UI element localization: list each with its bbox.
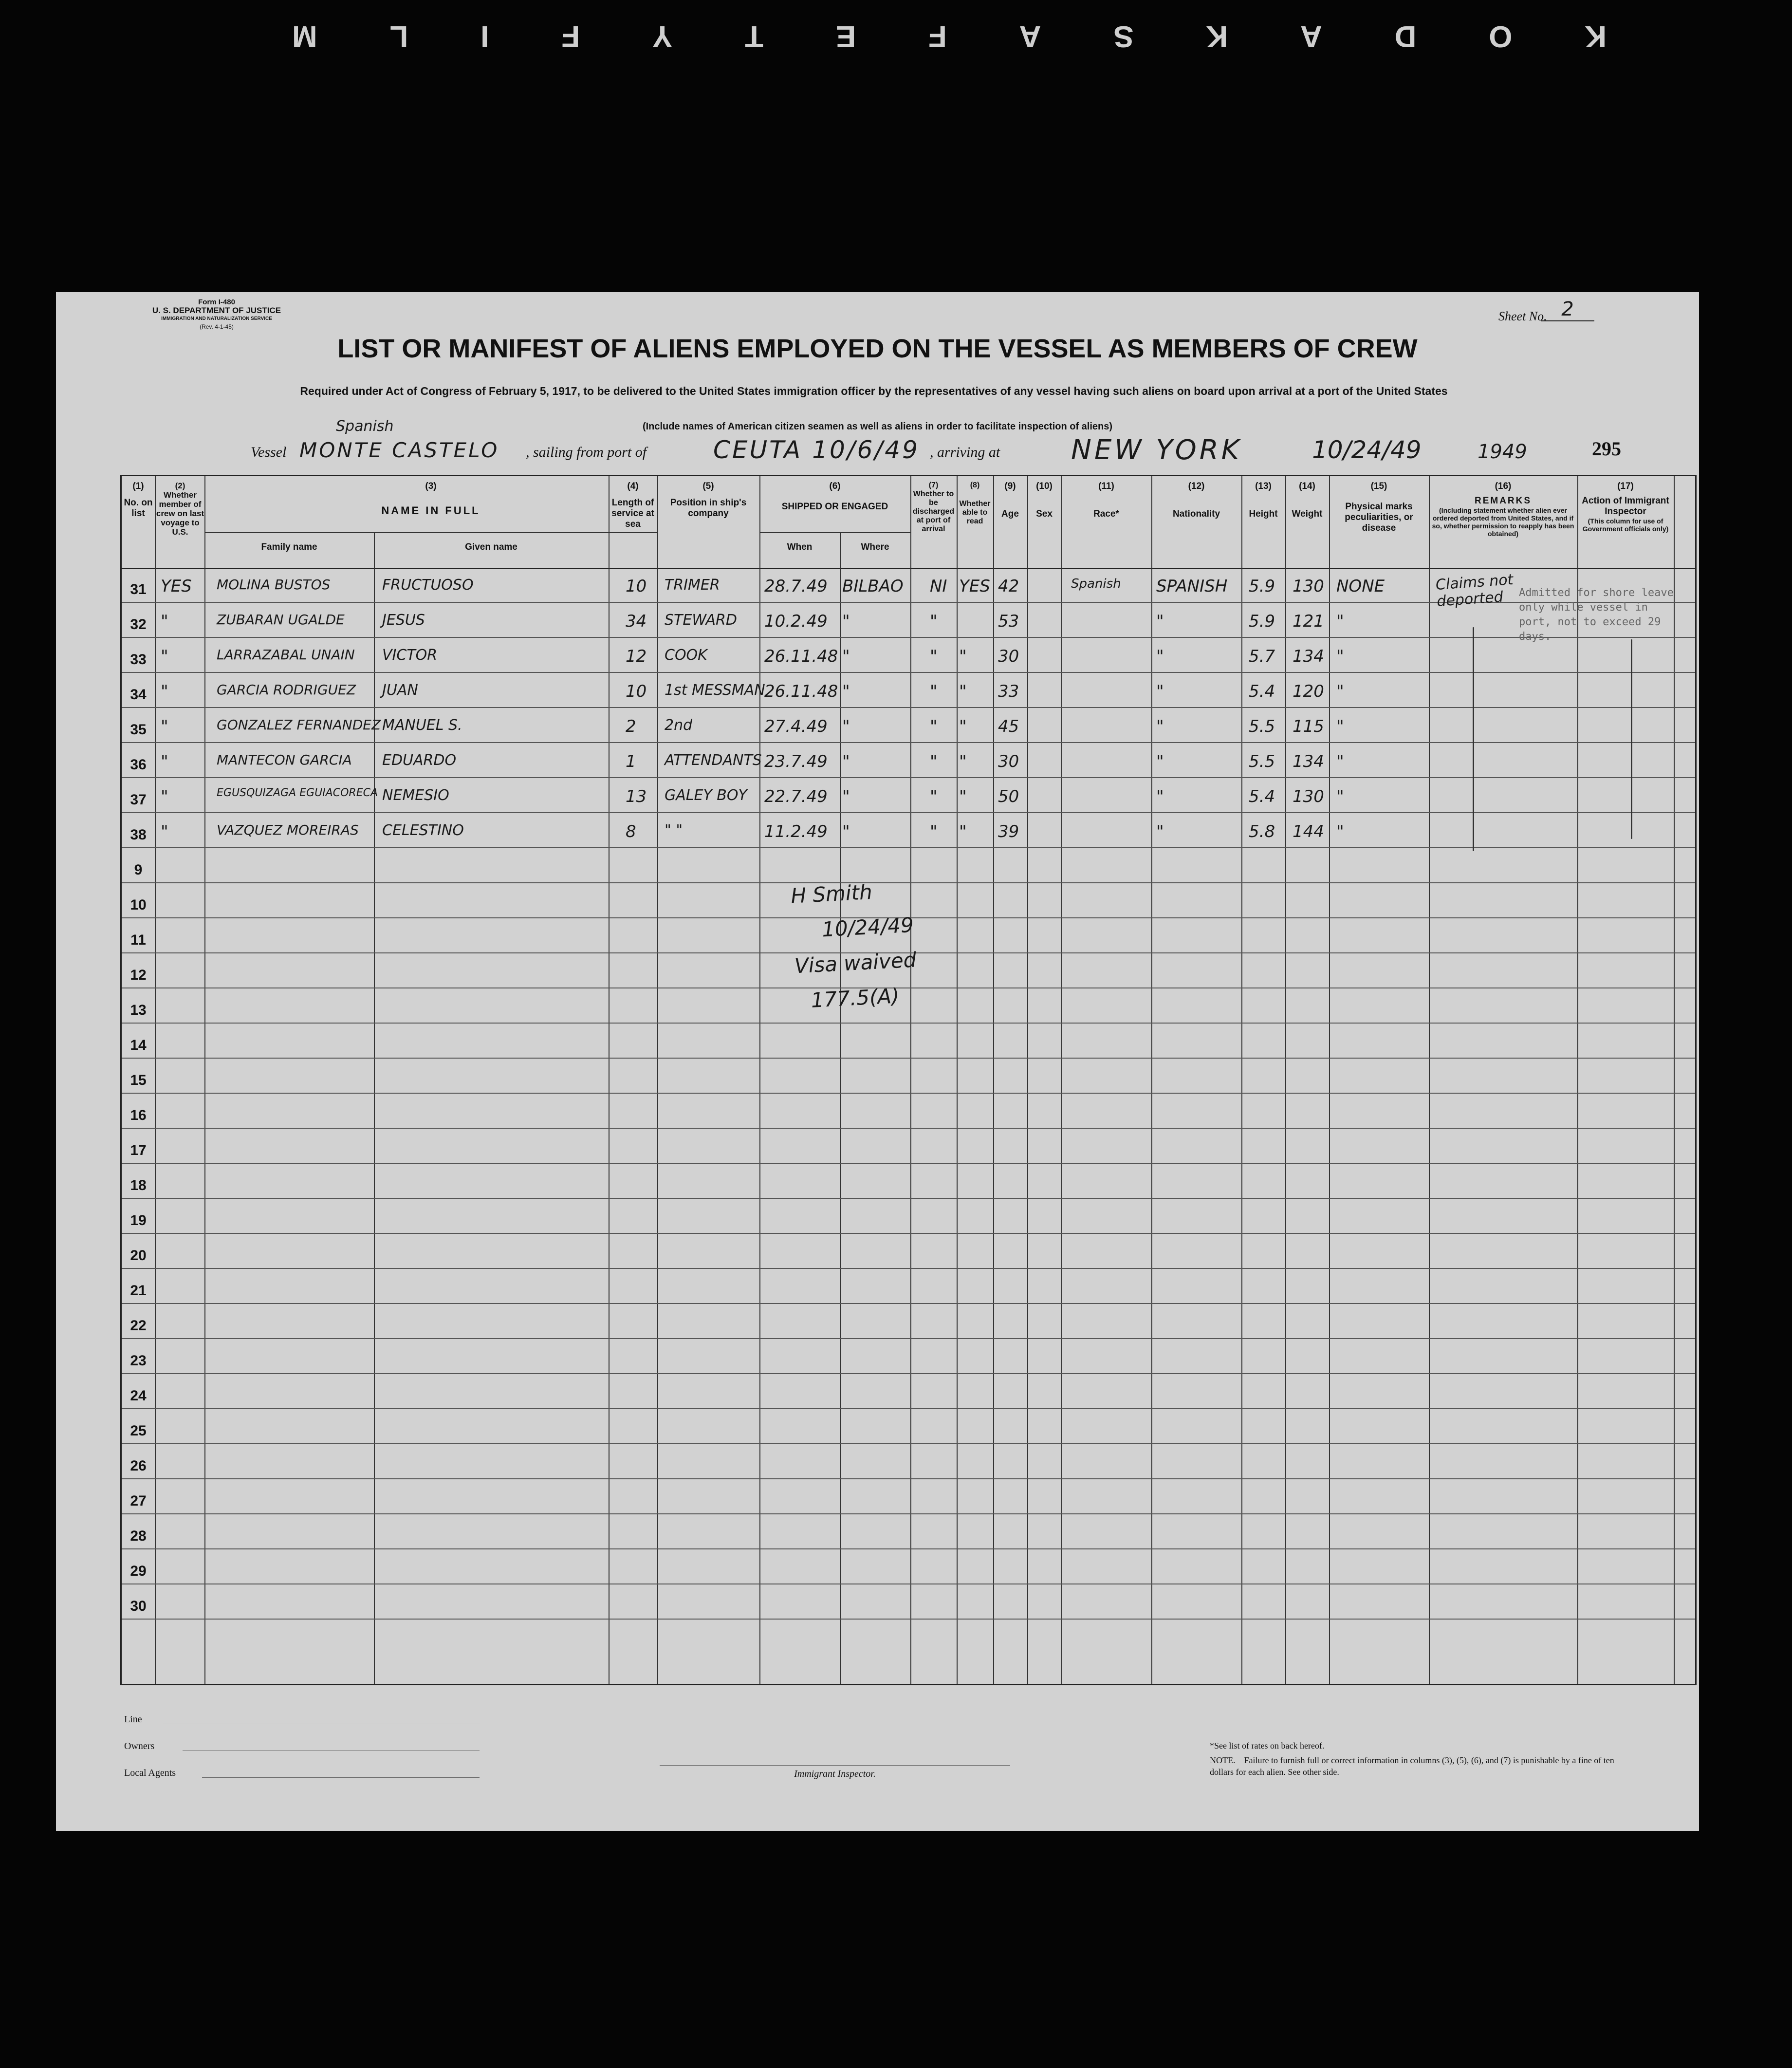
cell-family: MOLINA BUSTOS: [217, 577, 331, 593]
page-subtitle: Required under Act of Congress of February 5, 1917, to be delivered to the United States immigration officer by the representatives of any vessel having such aliens on board upon arrival at a port of the United States: [300, 385, 1448, 397]
table-row: [122, 1444, 1695, 1479]
cell-where: ": [842, 752, 850, 771]
table-row: [122, 1024, 1695, 1059]
cell-given: JESUS: [382, 612, 425, 629]
cell-given: FRUCTUOSO: [382, 577, 474, 594]
film-edge-letter: F: [561, 19, 580, 54]
col-physical-marks-header: (15) Physical marks peculiarities, or disease: [1345, 481, 1413, 533]
table-row: [122, 1199, 1695, 1234]
col-given-name-header: Given name: [465, 542, 517, 552]
form-revision: (Rev. 4-1-45): [200, 323, 234, 330]
cell-weight: 130: [1293, 787, 1324, 806]
col-service-length-header: (4) Length of service at sea: [611, 481, 654, 529]
col-shipped-where-header: Where: [861, 542, 889, 552]
col-sex-header: (10) Sex: [1036, 481, 1053, 519]
film-edge-letter: A: [1300, 19, 1322, 54]
cell-service: 12: [626, 647, 647, 666]
row-number: 22: [130, 1318, 147, 1334]
cell-prev: YES: [161, 577, 192, 596]
cell-when: 11.2.49: [764, 822, 828, 841]
table-row: [122, 1409, 1695, 1444]
row-number: 29: [130, 1563, 147, 1579]
cell-given: VICTOR: [382, 647, 438, 664]
cell-height: 5.5: [1249, 717, 1275, 736]
cell-discharge: ": [930, 717, 938, 736]
cell-position: COOK: [665, 647, 707, 664]
cell-height: 5.9: [1249, 577, 1275, 596]
cell-when: 26.11.48: [764, 682, 838, 701]
cell-given: EDUARDO: [382, 752, 457, 769]
cell-when: 22.7.49: [764, 787, 828, 806]
cell-nationality: ": [1156, 787, 1164, 806]
cell-marks: ": [1336, 612, 1344, 631]
cell-given: MANUEL S.: [382, 717, 462, 734]
cell-service: 13: [626, 787, 647, 806]
col-remarks-header: (16) REMARKS (Including statement whether alien ever ordered deported from United States, and if so, whether permission to reapply has been obtained): [1432, 481, 1574, 538]
inspector-handwritten-note: [790, 873, 919, 1019]
cell-when: 10.2.49: [764, 612, 828, 631]
table-row: [122, 638, 1695, 673]
page-title: LIST OR MANIFEST OF ALIENS EMPLOYED ON THE VESSEL AS MEMBERS OF CREW: [337, 334, 1418, 363]
footer-owners-label: Owners: [124, 1741, 155, 1751]
row-number: 13: [130, 1002, 147, 1018]
cell-position: 1st MESSMAN: [665, 682, 765, 699]
row-number: 38: [130, 827, 147, 843]
cell-marks: ": [1336, 682, 1344, 701]
film-edge-letter: E: [835, 19, 856, 54]
cell-prev: ": [161, 787, 168, 806]
cell-discharge: ": [930, 647, 938, 666]
cell-race: Spanish: [1071, 577, 1121, 591]
cell-height: 5.4: [1249, 682, 1275, 701]
footer-line-label: Line: [124, 1714, 142, 1725]
cell-family: GARCIA RODRIGUEZ: [217, 682, 356, 698]
film-edge-letter: D: [1394, 19, 1417, 54]
row-number: 18: [130, 1177, 147, 1193]
cell-when: 28.7.49: [764, 577, 828, 596]
cell-height: 5.9: [1249, 612, 1275, 631]
cell-marks: ": [1336, 647, 1344, 666]
col-number-header: (1) No. on list: [124, 481, 153, 519]
row-number: 36: [130, 757, 147, 773]
table-row: [122, 708, 1695, 743]
cell-marks: ": [1336, 717, 1344, 736]
col-nationality-header: (12) Nationality: [1172, 481, 1220, 519]
cell-prev: ": [161, 717, 168, 736]
cell-nationality: ": [1156, 717, 1164, 736]
instruction-note: (Include names of American citizen seamen as well as aliens in order to facilitate inspection of aliens): [642, 421, 1113, 432]
cell-given: NEMESIO: [382, 787, 449, 804]
cell-height: 5.5: [1249, 752, 1275, 771]
row-number: 28: [130, 1528, 147, 1544]
film-edge-letter: A: [1019, 19, 1041, 54]
inspector-ditto-bracket: [1631, 639, 1632, 839]
cell-age: 30: [998, 752, 1019, 771]
cell-read: ": [959, 822, 967, 841]
film-edge-letter: F: [928, 19, 947, 54]
cell-family: MANTECON GARCIA: [217, 752, 352, 768]
cell-discharge: ": [930, 787, 938, 806]
cell-nationality: SPANISH: [1156, 577, 1228, 596]
cell-service: 34: [626, 612, 647, 631]
table-row: [122, 1059, 1695, 1094]
film-edge-letter: K: [1206, 19, 1228, 54]
cell-when: 27.4.49: [764, 717, 828, 736]
cell-service: 8: [626, 822, 636, 841]
cell-age: 39: [998, 822, 1019, 841]
vessel-label: Vessel: [251, 444, 287, 460]
row-number: 11: [130, 932, 146, 948]
remarks-shore-leave-stamp: Admitted for shore leave only while vessel in port, not to exceed 29 days.: [1519, 587, 1674, 643]
cell-age: 45: [998, 717, 1019, 736]
cell-family: GONZALEZ FERNANDEZ: [217, 717, 381, 733]
cell-nationality: ": [1156, 822, 1164, 841]
sheet-label: Sheet No.: [1498, 309, 1547, 323]
cell-service: 10: [626, 682, 647, 701]
cell-discharge: ": [930, 612, 938, 631]
row-number: 12: [130, 967, 147, 983]
cell-weight: 120: [1293, 682, 1324, 701]
col-height-header: (13) Height: [1249, 481, 1278, 519]
cell-marks: ": [1336, 822, 1344, 841]
table-row: [122, 1514, 1695, 1549]
cell-weight: 144: [1293, 822, 1324, 841]
col-name-header: (3) NAME IN FULL: [381, 481, 480, 517]
table-row: [122, 1129, 1695, 1164]
vessel-name: MONTE CASTELO: [299, 438, 499, 462]
row-number: 15: [130, 1072, 147, 1088]
cell-height: 5.4: [1249, 787, 1275, 806]
cell-where: ": [842, 822, 850, 841]
cell-position: GALEY BOY: [665, 787, 747, 804]
page-number: 295: [1592, 438, 1621, 460]
row-number: 17: [130, 1142, 147, 1158]
film-edge-text: [292, 10, 1607, 63]
row-number: 10: [130, 897, 147, 913]
col-family-name-header: Family name: [261, 542, 317, 552]
cell-read: ": [959, 682, 967, 701]
cell-prev: ": [161, 752, 168, 771]
table-row: [122, 1339, 1695, 1374]
cell-position: STEWARD: [665, 612, 737, 629]
cell-read: ": [959, 752, 967, 771]
cell-nationality: ": [1156, 682, 1164, 701]
row-number: 27: [130, 1493, 147, 1509]
row-number: 21: [130, 1283, 147, 1299]
film-edge-letter: I: [480, 19, 489, 54]
col-discharge-header: (7) Whether to be discharged at port of arrival: [912, 481, 955, 533]
film-edge-letter: T: [745, 19, 763, 54]
cell-nationality: ": [1156, 752, 1164, 771]
row-number: 20: [130, 1248, 147, 1264]
table-row: [122, 1304, 1695, 1339]
cell-marks: ": [1336, 787, 1344, 806]
cell-age: 53: [998, 612, 1019, 631]
table-row: [122, 1164, 1695, 1199]
table-row: [122, 778, 1695, 813]
arriving-label: , arriving at: [930, 444, 1000, 460]
crew-manifest-table: [120, 475, 1697, 1685]
cell-position: ATTENDANTS: [665, 752, 762, 769]
cell-when: 23.7.49: [764, 752, 828, 771]
cell-weight: 130: [1293, 577, 1324, 596]
row-number: 37: [130, 792, 147, 808]
cell-nationality: ": [1156, 647, 1164, 666]
cell-given: JUAN: [382, 682, 418, 699]
cell-marks: ": [1336, 752, 1344, 771]
cell-age: 42: [998, 577, 1019, 596]
col-position-header: (5) Position in ship's company: [670, 481, 747, 519]
cell-where: ": [842, 787, 850, 806]
cell-age: 50: [998, 787, 1019, 806]
table-row: [122, 1234, 1695, 1269]
table-row: [122, 1549, 1695, 1584]
cell-service: 1: [626, 752, 636, 771]
visa-note: Visa waived: [794, 948, 917, 978]
cell-family: LARRAZABAL UNAIN: [217, 647, 355, 663]
cell-discharge: ": [930, 752, 938, 771]
cell-where: ": [842, 717, 850, 736]
cell-weight: 121: [1293, 612, 1324, 631]
row-number: 26: [130, 1458, 147, 1474]
col-age-header: (9) Age: [1001, 481, 1019, 519]
remarks-handwritten-note: Claims not deported: [1435, 571, 1514, 610]
cell-service: 10: [626, 577, 647, 596]
cell-service: 2: [626, 717, 636, 736]
cell-weight: 134: [1293, 752, 1324, 771]
inspector-date: 10/24/49: [821, 913, 914, 942]
row-number: 24: [130, 1388, 147, 1404]
cell-read: ": [959, 787, 967, 806]
film-edge-letter: Y: [652, 19, 673, 54]
cell-prev: ": [161, 612, 168, 631]
arrival-year: 1949: [1478, 441, 1527, 463]
cell-position: 2nd: [665, 717, 693, 734]
table-row: [122, 1584, 1695, 1620]
sheet-number: 2: [1541, 298, 1594, 321]
col-shipped-header: (6) SHIPPED OR ENGAGED: [781, 481, 888, 512]
department-name: U. S. DEPARTMENT OF JUSTICE: [152, 306, 281, 315]
table-row: [122, 813, 1695, 848]
cell-where: ": [842, 682, 850, 701]
regulation-note: 177.5(A): [810, 984, 900, 1012]
row-number: 16: [130, 1107, 147, 1123]
row-number: 32: [130, 616, 147, 633]
manifest-sheet: [56, 292, 1699, 1831]
table-row: [122, 1094, 1695, 1129]
cell-discharge: ": [930, 822, 938, 841]
inspector-signature: H Smith: [790, 879, 873, 908]
cell-where: ": [842, 647, 850, 666]
cell-nationality: ": [1156, 612, 1164, 631]
row-number: 30: [130, 1598, 147, 1614]
cell-where: ": [842, 612, 850, 631]
arrival-port: NEW YORK: [1071, 434, 1242, 466]
film-edge-letter: O: [1489, 19, 1513, 54]
cell-weight: 134: [1293, 647, 1324, 666]
row-number: 34: [130, 687, 147, 703]
sailing-port: CEUTA 10/6/49: [713, 436, 920, 464]
cell-position: " ": [665, 822, 683, 839]
row-number: 25: [130, 1423, 147, 1439]
film-edge-letter: K: [1585, 19, 1607, 54]
footer-local-agents-label: Local Agents: [124, 1768, 176, 1778]
cell-read: YES: [959, 577, 990, 596]
vessel-nationality-note: Spanish: [336, 418, 394, 435]
table-row: [122, 673, 1695, 708]
film-edge-letter: M: [292, 19, 317, 54]
cell-age: 33: [998, 682, 1019, 701]
cell-where: BILBAO: [842, 577, 904, 596]
cell-family: ZUBARAN UGALDE: [217, 612, 345, 628]
cell-family: EGUSQUIZAGA EGUIACORECA: [217, 787, 378, 799]
cell-height: 5.8: [1249, 822, 1275, 841]
immigrant-inspector-label: Immigrant Inspector.: [794, 1769, 876, 1779]
row-number: 23: [130, 1353, 147, 1369]
col-inspector-action-header: (17) Action of Immigrant Inspector (This column for use of Government officials only): [1582, 481, 1669, 533]
table-row: [122, 1269, 1695, 1304]
cell-discharge: ": [930, 682, 938, 701]
cell-read: ": [959, 647, 967, 666]
footer-penalty-note: NOTE.—Failure to furnish full or correct information in columns (3), (5), (6), and (7) is punishable by a fine of ten dollars for each alien. See other side.: [1210, 1755, 1614, 1777]
cell-read: ": [959, 717, 967, 736]
row-number: 19: [130, 1212, 147, 1229]
cell-prev: ": [161, 822, 168, 841]
table-row: [122, 1374, 1695, 1409]
row-number: 14: [130, 1037, 147, 1053]
cell-prev: ": [161, 647, 168, 666]
cell-weight: 115: [1293, 717, 1324, 736]
footer-rates-note: *See list of rates on back hereof.: [1210, 1741, 1325, 1751]
table-row: [122, 743, 1695, 778]
col-read-header: (8) Whether able to read: [959, 481, 991, 525]
cell-age: 30: [998, 647, 1019, 666]
cell-when: 26.11.48: [764, 647, 838, 666]
row-number: 33: [130, 652, 147, 668]
row-number: 31: [130, 581, 147, 597]
cell-marks: NONE: [1336, 577, 1385, 596]
col-shipped-when-header: When: [787, 542, 813, 552]
film-edge-letter: L: [389, 19, 408, 54]
cell-height: 5.7: [1249, 647, 1275, 666]
table-row: [122, 1479, 1695, 1514]
col-race-header: (11) Race*: [1093, 481, 1119, 519]
remarks-ditto-bracket: [1473, 627, 1474, 851]
col-previous-voyage-header: (2) Whether member of crew on last voyage to U.S.: [156, 481, 204, 537]
cell-position: TRIMER: [665, 577, 720, 594]
row-number: 35: [130, 722, 147, 738]
row-number: 9: [134, 862, 143, 878]
cell-discharge: NI: [930, 577, 947, 596]
cell-family: VAZQUEZ MOREIRAS: [217, 822, 359, 838]
service-name: IMMIGRATION AND NATURALIZATION SERVICE: [161, 316, 272, 321]
col-weight-header: (14) Weight: [1292, 481, 1323, 519]
film-edge-letter: S: [1113, 19, 1134, 54]
arrival-date: 10/24/49: [1312, 436, 1422, 464]
sailing-label: , sailing from port of: [526, 444, 647, 460]
cell-prev: ": [161, 682, 168, 701]
form-number: Form I-480: [198, 298, 235, 306]
cell-given: CELESTINO: [382, 822, 464, 839]
